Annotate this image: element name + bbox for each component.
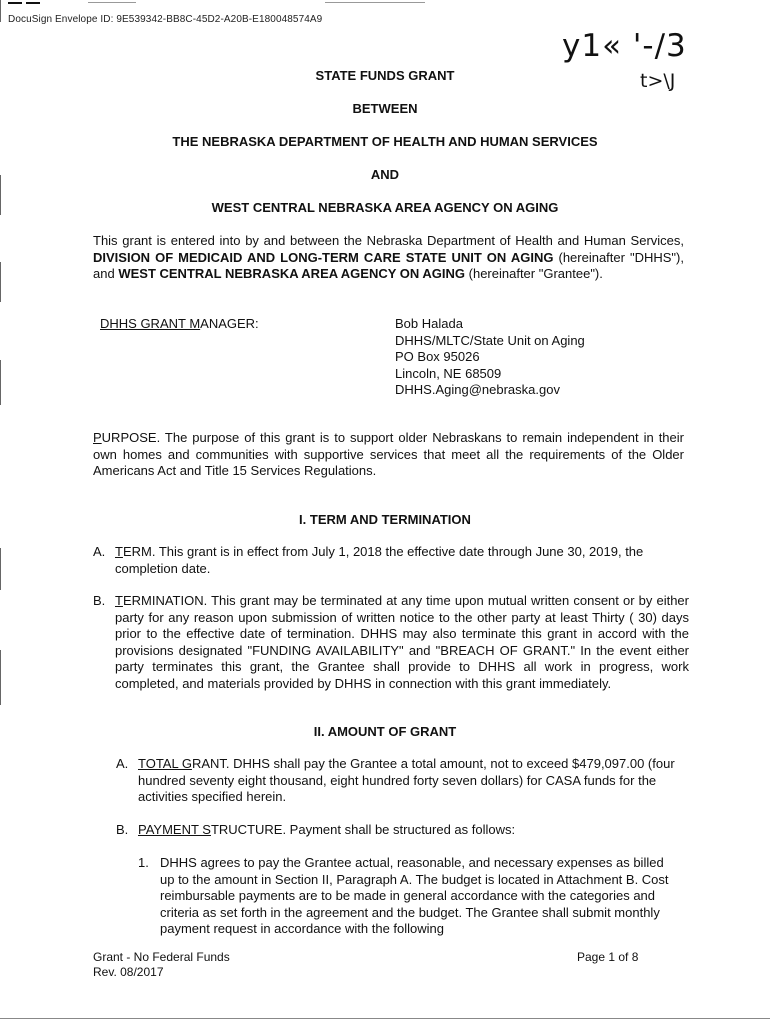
manager-line: DHHS/MLTC/State Unit on Aging	[395, 332, 585, 348]
party-one: THE NEBRASKA DEPARTMENT OF HEALTH AND HUMAN SERVICES	[172, 134, 598, 149]
item-number: 1.	[138, 855, 149, 870]
section-amount-heading: II. AMOUNT OF GRANT	[313, 724, 457, 739]
and-label: AND	[370, 167, 400, 182]
between-label: BETWEEN	[352, 101, 418, 116]
intro-paragraph: This grant is entered into by and between the Nebraska Department of Health and Human Services, DIVISION OF MEDICAID AND LONG-TERM CARE STATE UNIT ON AGING (hereinafter "DHHS"), and WEST CENTRAL NEBRASKA AREA AGENCY ON AGING (hereinafter "Grantee").	[93, 233, 684, 281]
section-term-heading: I. TERM AND TERMINATION	[299, 512, 471, 527]
scan-bottom-line	[0, 1018, 770, 1019]
term-paragraph: TERM. This grant is in effect from July 1, 2018 the effective date through June 30, 2019, the completion date.	[115, 544, 644, 576]
scan-edge-mark	[0, 548, 1, 590]
item-letter: A.	[93, 544, 106, 559]
item-letter: B.	[93, 593, 106, 608]
footer-revision: Rev. 08/2017	[93, 965, 164, 979]
manager-line: PO Box 95026	[395, 349, 480, 364]
scan-line	[325, 2, 425, 3]
grant-manager-address	[395, 316, 585, 399]
payment-item-paragraph: DHHS agrees to pay the Grantee actual, reasonable, and necessary expenses as billed up to the amount in Section II, Paragraph A. The budget is located in Attachment B. Cost reimbursable payments are to be made in general accordance with the categories and criteria as set forth in the agreement and the budget. The Grantee shall submit monthly payment request in accordance with the following	[160, 855, 669, 936]
item-letter: A.	[116, 756, 129, 771]
item-letter: B.	[116, 822, 129, 837]
footer-left	[93, 950, 230, 980]
handwritten-note-2: t>\J	[640, 70, 676, 92]
scan-edge-mark	[0, 650, 1, 705]
page-number: Page 1 of 8	[577, 950, 639, 964]
handwritten-note: y1« '-/3	[562, 28, 687, 64]
termination-paragraph: TERMINATION. This grant may be terminated at any time upon mutual written consent or by either party for any reason upon submission of written notice to the other party at least Thirty ( 30) days prior to the effective date of termination. DHHS may also terminate this grant in accord with the provisions designated "FUNDING AVAILABILITY" and "BREACH OF GRANT." In the event either party terminates this grant, the Grantee shall provide to DHHS all work in progress, work completed, and materials provided by DHHS in connection with this grant immediately.	[115, 593, 689, 691]
footer-grant-type: Grant - No Federal Funds	[93, 950, 230, 964]
payment-structure-paragraph: PAYMENT STRUCTURE. Payment shall be structured as follows:	[138, 822, 516, 837]
scan-edge-mark	[0, 360, 1, 405]
scan-edge-mark	[0, 0, 1, 22]
party-two: WEST CENTRAL NEBRASKA AREA AGENCY ON AGING	[211, 200, 559, 215]
manager-line: Lincoln, NE 68509	[395, 365, 502, 381]
scan-edge-mark	[0, 262, 1, 302]
manager-line: Bob Halada	[395, 316, 463, 331]
manager-email: DHHS.Aging@nebraska.gov	[395, 382, 560, 397]
document-title: STATE FUNDS GRANT	[315, 68, 455, 83]
total-grant-paragraph: TOTAL GRANT. DHHS shall pay the Grantee a total amount, not to exceed $479,097.00 (four hundred seventy eight thousand, eight hundred forty seven dollars) for CASA funds for the activities specified herein.	[138, 756, 675, 804]
envelope-id: DocuSign Envelope ID: 9E539342-BB8C-45D2-A20B-E180048574A9	[8, 14, 323, 25]
grant-manager-label: DHHS GRANT MANAGER:	[100, 316, 259, 331]
purpose-paragraph: PURPOSE. The purpose of this grant is to support older Nebraskans to remain independent in their own homes and communities with supportive services that meet all the requirements of the Older Americans Act and Title 15 Services Regulations.	[93, 430, 684, 478]
scan-line	[88, 2, 136, 3]
